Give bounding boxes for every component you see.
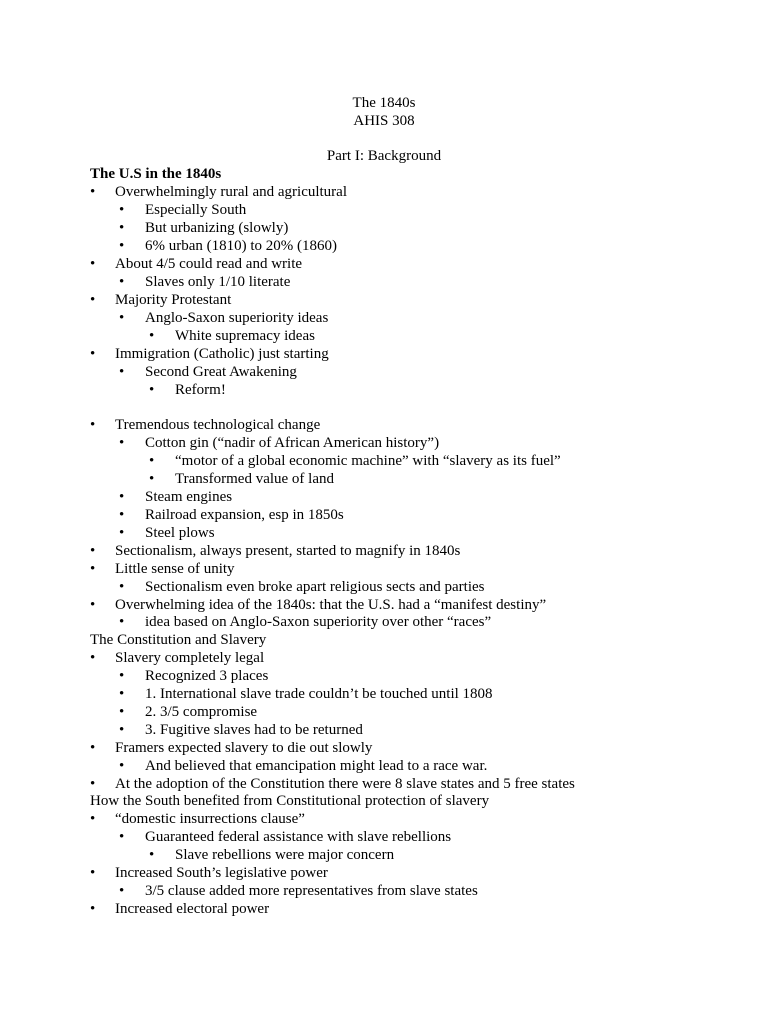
list-item: About 4/5 could read and write bbox=[115, 256, 303, 272]
list-item: Anglo-Saxon superiority ideas bbox=[145, 310, 329, 326]
bullet-marker: • bbox=[149, 328, 155, 344]
bullet-marker: • bbox=[119, 758, 125, 774]
bullet-marker: • bbox=[119, 579, 125, 595]
list-item: idea based on Anglo-Saxon superiority over other “races” bbox=[145, 614, 492, 630]
bullet-marker: • bbox=[149, 847, 155, 863]
bullet-marker: • bbox=[119, 274, 125, 290]
course-code: AHIS 308 bbox=[353, 113, 415, 129]
list-item: Transformed value of land bbox=[175, 471, 334, 487]
bullet-marker: • bbox=[90, 740, 96, 756]
bullet-marker: • bbox=[119, 704, 125, 720]
bullet-marker: • bbox=[119, 883, 125, 899]
bullet-marker: • bbox=[119, 202, 125, 218]
list-item: Guaranteed federal assistance with slave rebellions bbox=[145, 829, 452, 845]
document-title: The 1840s bbox=[352, 95, 416, 111]
bullet-marker: • bbox=[149, 471, 155, 487]
list-item: Sectionalism, always present, started to magnify in 1840s bbox=[115, 543, 461, 559]
bullet-marker: • bbox=[90, 184, 96, 200]
list-item: But urbanizing (slowly) bbox=[145, 220, 289, 236]
bullet-marker: • bbox=[119, 829, 125, 845]
list-item: “domestic insurrections clause” bbox=[115, 811, 305, 827]
bullet-marker: • bbox=[90, 561, 96, 577]
section-heading-south-benefits: How the South benefited from Constitutional protection of slavery bbox=[90, 793, 490, 809]
list-item: Sectionalism even broke apart religious sects and parties bbox=[145, 579, 485, 595]
list-item: Majority Protestant bbox=[115, 292, 232, 308]
list-item: “motor of a global economic machine” with “slavery as its fuel” bbox=[175, 453, 561, 469]
bullet-marker: • bbox=[119, 238, 125, 254]
list-item: Overwhelmingly rural and agricultural bbox=[115, 184, 348, 200]
list-item: Steel plows bbox=[145, 525, 215, 541]
bullet-marker: • bbox=[119, 686, 125, 702]
bullet-marker: • bbox=[90, 256, 96, 272]
list-item: Increased electoral power bbox=[115, 901, 270, 917]
list-item: 3. Fugitive slaves had to be returned bbox=[145, 722, 363, 738]
list-item: Tremendous technological change bbox=[115, 417, 321, 433]
bullet-marker: • bbox=[90, 865, 96, 881]
bullet-marker: • bbox=[149, 382, 155, 398]
list-item: Steam engines bbox=[145, 489, 233, 505]
bullet-marker: • bbox=[119, 310, 125, 326]
list-item: Immigration (Catholic) just starting bbox=[115, 346, 329, 362]
bullet-marker: • bbox=[90, 811, 96, 827]
list-item: And believed that emancipation might lead to a race war. bbox=[145, 758, 488, 774]
list-item: 6% urban (1810) to 20% (1860) bbox=[145, 238, 338, 254]
bullet-marker: • bbox=[90, 543, 96, 559]
list-item: Recognized 3 places bbox=[145, 668, 269, 684]
bullet-marker: • bbox=[90, 292, 96, 308]
bullet-marker: • bbox=[90, 597, 96, 613]
bullet-marker: • bbox=[119, 364, 125, 380]
list-item: 2. 3/5 compromise bbox=[145, 704, 258, 720]
bullet-marker: • bbox=[119, 220, 125, 236]
bullet-marker: • bbox=[90, 346, 96, 362]
list-item: Reform! bbox=[175, 382, 226, 398]
list-item: Railroad expansion, esp in 1850s bbox=[145, 507, 344, 523]
list-item: At the adoption of the Constitution there were 8 slave states and 5 free states bbox=[115, 776, 575, 792]
bullet-marker: • bbox=[119, 489, 125, 505]
section-heading-constitution-slavery: The Constitution and Slavery bbox=[90, 632, 267, 648]
list-item: Framers expected slavery to die out slowly bbox=[115, 740, 373, 756]
list-item: Second Great Awakening bbox=[145, 364, 297, 380]
bullet-marker: • bbox=[119, 722, 125, 738]
bullet-marker: • bbox=[90, 776, 96, 792]
list-item: Increased South’s legislative power bbox=[115, 865, 328, 881]
list-item: Especially South bbox=[145, 202, 247, 218]
bullet-marker: • bbox=[119, 525, 125, 541]
list-item: White supremacy ideas bbox=[175, 328, 315, 344]
list-item: Little sense of unity bbox=[115, 561, 235, 577]
bullet-marker: • bbox=[90, 901, 96, 917]
list-item: Slave rebellions were major concern bbox=[175, 847, 395, 863]
part-heading: Part I: Background bbox=[326, 148, 442, 164]
bullet-marker: • bbox=[90, 417, 96, 433]
bullet-marker: • bbox=[119, 614, 125, 630]
list-item: Slavery completely legal bbox=[115, 650, 265, 666]
bullet-marker: • bbox=[119, 668, 125, 684]
list-item: Overwhelming idea of the 1840s: that the U.S. had a “manifest destiny” bbox=[115, 597, 547, 613]
list-item: 3/5 clause added more representatives from slave states bbox=[145, 883, 478, 899]
bullet-marker: • bbox=[119, 435, 125, 451]
section-heading-us-1840s: The U.S in the 1840s bbox=[90, 166, 222, 182]
list-item: Slaves only 1/10 literate bbox=[145, 274, 291, 290]
bullet-marker: • bbox=[149, 453, 155, 469]
list-item: 1. International slave trade couldn’t be touched until 1808 bbox=[145, 686, 493, 702]
list-item: Cotton gin (“nadir of African American history”) bbox=[145, 435, 440, 451]
bullet-marker: • bbox=[119, 507, 125, 523]
bullet-marker: • bbox=[90, 650, 96, 666]
